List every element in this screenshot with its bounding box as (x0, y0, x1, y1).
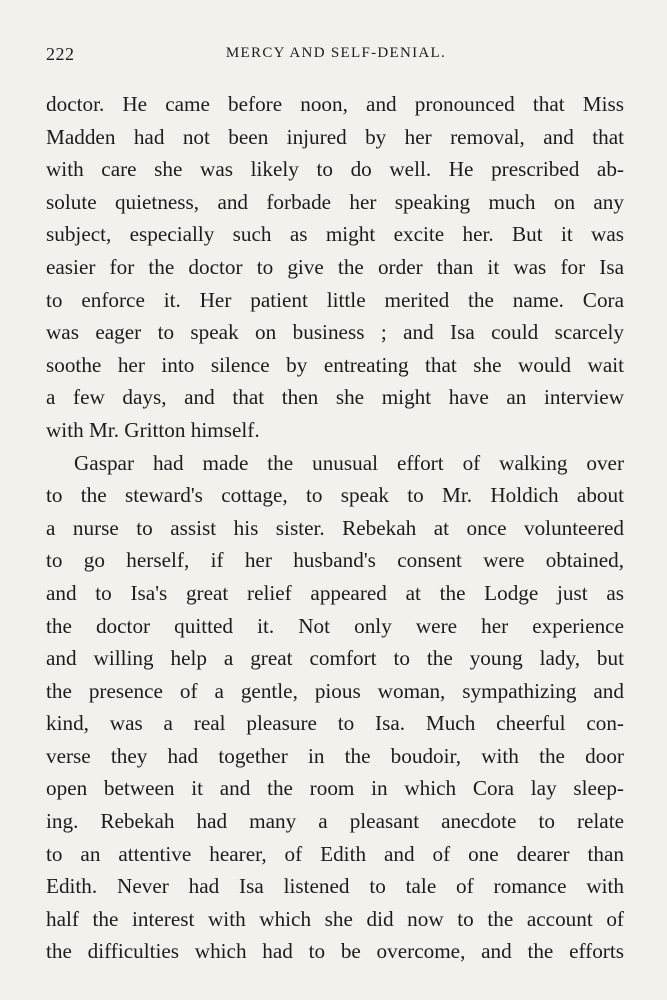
text-line: Madden had not been injured by her removal, and that (46, 124, 624, 149)
text-line: to enforce it. Her patient little merited the name. Cora (46, 287, 624, 312)
text-line: was eager to speak on business ; and Isa could scarcely (46, 320, 624, 345)
text-line: Edith. Never had Isa listened to tale of romance with (46, 874, 624, 899)
text-line: open between it and the room in which Cora lay sleep- (46, 776, 624, 801)
text-line: verse they had together in the boudoir, with the door (46, 743, 624, 768)
text-line: and willing help a great comfort to the young lady, but (46, 646, 624, 671)
text-line: solute quietness, and forbade her speaking much on any (46, 189, 624, 214)
page-number: 222 (46, 44, 75, 64)
text-line: easier for the doctor to give the order than it was for Isa (46, 254, 624, 279)
text-line: to go herself, if her husband's consent were obtained, (46, 548, 624, 573)
text-line: doctor. He came before noon, and pronounced that Miss (46, 92, 624, 116)
text-line: and to Isa's great relief appeared at the Lodge just as (46, 580, 624, 605)
text-line: with care she was likely to do well. He prescribed ab- (46, 157, 624, 182)
text-line: to the steward's cottage, to speak to Mr. Holdich about (46, 483, 624, 508)
page-header (46, 44, 626, 70)
text-line: Gaspar had made the unusual effort of walking over (74, 450, 624, 475)
text-line: ing. Rebekah had many a pleasant anecdote to relate (46, 809, 624, 834)
text-line: a few days, and that then she might have an interview (46, 385, 624, 410)
text-line: with Mr. Gritton himself. (46, 417, 260, 442)
text-line: a nurse to assist his sister. Rebekah at once volunteered (46, 515, 624, 540)
text-line: kind, was a real pleasure to Isa. Much cheerful con- (46, 711, 624, 736)
body-text (46, 88, 624, 968)
paragraph-2 (46, 447, 624, 969)
text-line: the presence of a gentle, pious woman, sympathizing and (46, 678, 624, 703)
text-line: to an attentive hearer, of Edith and of one dearer than (46, 841, 624, 866)
text-line: subject, especially such as might excite her. But it was (46, 222, 624, 247)
text-line: soothe her into silence by entreating that she would wait (46, 352, 624, 377)
running-title: MERCY AND SELF-DENIAL. (225, 45, 447, 61)
text-line: half the interest with which she did now to the account of (46, 906, 624, 931)
text-line: the difficulties which had to be overcome, and the efforts (46, 939, 624, 964)
text-line: the doctor quitted it. Not only were her experience (46, 613, 624, 638)
paragraph-1 (46, 88, 624, 447)
